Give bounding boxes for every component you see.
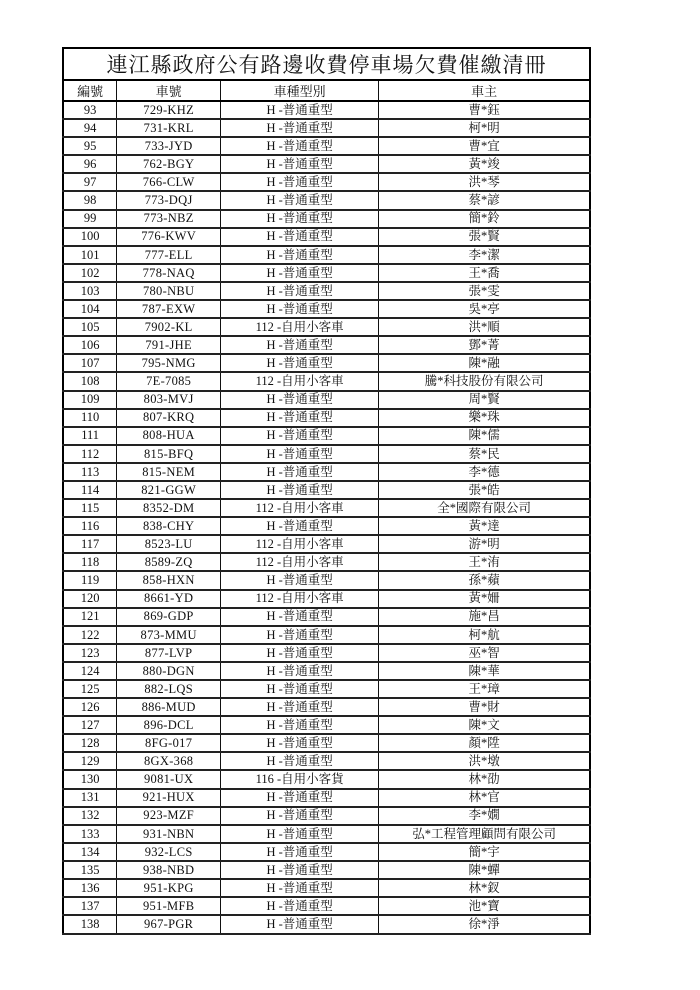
table-row [63, 571, 590, 589]
table-row [63, 861, 590, 879]
row-number-cell: 100 [63, 228, 117, 246]
plate-cell: 8FG-017 [117, 734, 221, 752]
vehicle-type-cell: H -普通重型 [221, 173, 379, 191]
table-row [63, 372, 590, 390]
owner-cell: 池*寶 [379, 897, 590, 915]
plate-cell: 766-CLW [117, 173, 221, 191]
table-row [63, 282, 590, 300]
vehicle-type-cell: H -普通重型 [221, 119, 379, 137]
row-number-cell: 122 [63, 626, 117, 644]
table-row [63, 590, 590, 608]
owner-cell: 黃*姍 [379, 590, 590, 608]
vehicle-type-cell: H -普通重型 [221, 716, 379, 734]
table-row [63, 499, 590, 517]
table-row [63, 698, 590, 716]
row-number-cell: 133 [63, 825, 117, 843]
owner-cell: 游*明 [379, 535, 590, 553]
owner-cell: 陳*文 [379, 716, 590, 734]
row-number-cell: 99 [63, 210, 117, 228]
owner-cell: 張*皓 [379, 481, 590, 499]
table-row [63, 644, 590, 662]
col-header-type: 車種型別 [221, 80, 379, 101]
plate-cell: 838-CHY [117, 517, 221, 535]
owner-cell: 顏*陞 [379, 734, 590, 752]
table-row [63, 101, 590, 119]
table-row [63, 879, 590, 897]
vehicle-type-cell: H -普通重型 [221, 463, 379, 481]
vehicle-type-cell: H -普通重型 [221, 264, 379, 282]
owner-cell: 洪*墩 [379, 752, 590, 770]
plate-cell: 7902-KL [117, 318, 221, 336]
vehicle-type-cell: H -普通重型 [221, 861, 379, 879]
owner-cell: 黃*達 [379, 517, 590, 535]
owner-cell: 洪*順 [379, 318, 590, 336]
table-row [63, 155, 590, 173]
row-number-cell: 114 [63, 481, 117, 499]
vehicle-type-cell: H -普通重型 [221, 879, 379, 897]
row-number-cell: 132 [63, 807, 117, 825]
vehicle-type-cell: H -普通重型 [221, 137, 379, 155]
table-row [63, 716, 590, 734]
vehicle-type-cell: H -普通重型 [221, 734, 379, 752]
row-number-cell: 109 [63, 391, 117, 409]
row-number-cell: 98 [63, 191, 117, 209]
plate-cell: 921-HUX [117, 789, 221, 807]
owner-cell: 張*賢 [379, 228, 590, 246]
table-row [63, 391, 590, 409]
vehicle-type-cell: H -普通重型 [221, 427, 379, 445]
row-number-cell: 101 [63, 246, 117, 264]
plate-cell: 886-MUD [117, 698, 221, 716]
row-number-cell: 118 [63, 553, 117, 571]
plate-cell: 858-HXN [117, 571, 221, 589]
vehicle-type-cell: H -普通重型 [221, 336, 379, 354]
table-row [63, 915, 590, 934]
vehicle-type-cell: H -普通重型 [221, 897, 379, 915]
vehicle-type-cell: H -普通重型 [221, 191, 379, 209]
table-row [63, 191, 590, 209]
row-number-cell: 117 [63, 535, 117, 553]
vehicle-type-cell: H -普通重型 [221, 228, 379, 246]
table-row [63, 427, 590, 445]
row-number-cell: 97 [63, 173, 117, 191]
row-number-cell: 134 [63, 843, 117, 861]
table-row [63, 173, 590, 191]
row-number-cell: 105 [63, 318, 117, 336]
owner-cell: 全*國際有限公司 [379, 499, 590, 517]
owner-cell: 孫*蘋 [379, 571, 590, 589]
owner-cell: 洪*琴 [379, 173, 590, 191]
vehicle-type-cell: H -普通重型 [221, 608, 379, 626]
owner-cell: 弘*工程管理顧問有限公司 [379, 825, 590, 843]
owner-cell: 李*德 [379, 463, 590, 481]
row-number-cell: 137 [63, 897, 117, 915]
title-row [63, 48, 590, 80]
vehicle-type-cell: 112 -自用小客車 [221, 535, 379, 553]
vehicle-type-cell: H -普通重型 [221, 644, 379, 662]
owner-cell: 施*昌 [379, 608, 590, 626]
plate-cell: 8661-YD [117, 590, 221, 608]
vehicle-type-cell: H -普通重型 [221, 752, 379, 770]
table-row [63, 807, 590, 825]
table-row [63, 246, 590, 264]
plate-cell: 729-KHZ [117, 101, 221, 119]
owner-cell: 王*喬 [379, 264, 590, 282]
plate-cell: 951-KPG [117, 879, 221, 897]
row-number-cell: 108 [63, 372, 117, 390]
table-row [63, 553, 590, 571]
table-row [63, 843, 590, 861]
row-number-cell: 103 [63, 282, 117, 300]
row-number-cell: 93 [63, 101, 117, 119]
table-row [63, 680, 590, 698]
owner-cell: 樂*珠 [379, 409, 590, 427]
plate-cell: 807-KRQ [117, 409, 221, 427]
vehicle-type-cell: H -普通重型 [221, 698, 379, 716]
row-number-cell: 111 [63, 427, 117, 445]
row-number-cell: 120 [63, 590, 117, 608]
row-number-cell: 121 [63, 608, 117, 626]
row-number-cell: 124 [63, 662, 117, 680]
vehicle-type-cell: 112 -自用小客車 [221, 499, 379, 517]
vehicle-type-cell: H -普通重型 [221, 391, 379, 409]
row-number-cell: 94 [63, 119, 117, 137]
owner-cell: 簡*鈴 [379, 210, 590, 228]
row-number-cell: 127 [63, 716, 117, 734]
table-row [63, 264, 590, 282]
plate-cell: 791-JHE [117, 336, 221, 354]
plate-cell: 9081-UX [117, 770, 221, 788]
table-row [63, 626, 590, 644]
plate-cell: 932-LCS [117, 843, 221, 861]
row-number-cell: 115 [63, 499, 117, 517]
plate-cell: 815-NEM [117, 463, 221, 481]
vehicle-type-cell: H -普通重型 [221, 680, 379, 698]
owner-cell: 柯*明 [379, 119, 590, 137]
row-number-cell: 136 [63, 879, 117, 897]
row-number-cell: 110 [63, 409, 117, 427]
plate-cell: 773-NBZ [117, 210, 221, 228]
owner-cell: 李*潔 [379, 246, 590, 264]
owner-cell: 林*官 [379, 789, 590, 807]
row-number-cell: 135 [63, 861, 117, 879]
owner-cell: 王*洧 [379, 553, 590, 571]
owner-cell: 陳*融 [379, 354, 590, 372]
row-number-cell: 112 [63, 445, 117, 463]
plate-cell: 776-KWV [117, 228, 221, 246]
owner-cell: 林*劭 [379, 770, 590, 788]
row-number-cell: 95 [63, 137, 117, 155]
row-number-cell: 138 [63, 915, 117, 934]
vehicle-type-cell: H -普通重型 [221, 825, 379, 843]
vehicle-type-cell: H -普通重型 [221, 246, 379, 264]
table-row [63, 228, 590, 246]
plate-cell: 880-DGN [117, 662, 221, 680]
owner-cell: 陳*華 [379, 662, 590, 680]
plate-cell: 773-DQJ [117, 191, 221, 209]
owner-cell: 周*賢 [379, 391, 590, 409]
row-number-cell: 106 [63, 336, 117, 354]
owner-cell: 曹*鈺 [379, 101, 590, 119]
plate-cell: 815-BFQ [117, 445, 221, 463]
plate-cell: 923-MZF [117, 807, 221, 825]
vehicle-type-cell: H -普通重型 [221, 282, 379, 300]
owner-cell: 李*嫺 [379, 807, 590, 825]
page-title: 連江縣政府公有路邊收費停車場欠費催繳清冊 [63, 48, 590, 80]
table-row [63, 789, 590, 807]
col-header-plate: 車號 [117, 80, 221, 101]
row-number-cell: 116 [63, 517, 117, 535]
owner-cell: 柯*航 [379, 626, 590, 644]
plate-cell: 733-JYD [117, 137, 221, 155]
owner-cell: 張*雯 [379, 282, 590, 300]
table-row [63, 752, 590, 770]
owner-cell: 黃*竣 [379, 155, 590, 173]
vehicle-type-cell: H -普通重型 [221, 300, 379, 318]
row-number-cell: 113 [63, 463, 117, 481]
vehicle-type-cell: H -普通重型 [221, 626, 379, 644]
owner-cell: 鄧*菁 [379, 336, 590, 354]
table-row [63, 770, 590, 788]
owner-cell: 王*璋 [379, 680, 590, 698]
table-row [63, 463, 590, 481]
vehicle-type-cell: H -普通重型 [221, 354, 379, 372]
plate-cell: 795-NMG [117, 354, 221, 372]
table-row [63, 137, 590, 155]
plate-cell: 808-HUA [117, 427, 221, 445]
owner-cell: 簡*宇 [379, 843, 590, 861]
arrears-table [62, 47, 591, 935]
plate-cell: 938-NBD [117, 861, 221, 879]
plate-cell: 803-MVJ [117, 391, 221, 409]
owner-cell: 陳*蟬 [379, 861, 590, 879]
table-row [63, 210, 590, 228]
row-number-cell: 123 [63, 644, 117, 662]
plate-cell: 8352-DM [117, 499, 221, 517]
plate-cell: 777-ELL [117, 246, 221, 264]
row-number-cell: 107 [63, 354, 117, 372]
vehicle-type-cell: H -普通重型 [221, 445, 379, 463]
table-row [63, 662, 590, 680]
owner-cell: 林*釵 [379, 879, 590, 897]
plate-cell: 778-NAQ [117, 264, 221, 282]
table-row [63, 897, 590, 915]
table-row [63, 445, 590, 463]
owner-cell: 徐*淨 [379, 915, 590, 934]
vehicle-type-cell: H -普通重型 [221, 789, 379, 807]
row-number-cell: 125 [63, 680, 117, 698]
plate-cell: 873-MMU [117, 626, 221, 644]
owner-cell: 騰*科技股份有限公司 [379, 372, 590, 390]
vehicle-type-cell: H -普通重型 [221, 662, 379, 680]
owner-cell: 曹*宜 [379, 137, 590, 155]
table-row [63, 119, 590, 137]
table-row [63, 354, 590, 372]
plate-cell: 967-PGR [117, 915, 221, 934]
col-header-no: 編號 [63, 80, 117, 101]
vehicle-type-cell: 112 -自用小客車 [221, 372, 379, 390]
row-number-cell: 102 [63, 264, 117, 282]
plate-cell: 8523-LU [117, 535, 221, 553]
table-row [63, 517, 590, 535]
vehicle-type-cell: H -普通重型 [221, 101, 379, 119]
vehicle-type-cell: H -普通重型 [221, 807, 379, 825]
plate-cell: 951-MFB [117, 897, 221, 915]
table-row [63, 300, 590, 318]
owner-cell: 蔡*民 [379, 445, 590, 463]
table-body [63, 101, 590, 934]
row-number-cell: 131 [63, 789, 117, 807]
plate-cell: 869-GDP [117, 608, 221, 626]
plate-cell: 8589-ZQ [117, 553, 221, 571]
owner-cell: 吳*亭 [379, 300, 590, 318]
vehicle-type-cell: H -普通重型 [221, 210, 379, 228]
owner-cell: 曹*財 [379, 698, 590, 716]
plate-cell: 931-NBN [117, 825, 221, 843]
plate-cell: 882-LQS [117, 680, 221, 698]
row-number-cell: 126 [63, 698, 117, 716]
owner-cell: 蔡*諺 [379, 191, 590, 209]
row-number-cell: 128 [63, 734, 117, 752]
vehicle-type-cell: H -普通重型 [221, 915, 379, 934]
vehicle-type-cell: H -普通重型 [221, 517, 379, 535]
table-row [63, 336, 590, 354]
table-row [63, 734, 590, 752]
owner-cell: 巫*智 [379, 644, 590, 662]
plate-cell: 787-EXW [117, 300, 221, 318]
vehicle-type-cell: H -普通重型 [221, 843, 379, 861]
row-number-cell: 130 [63, 770, 117, 788]
row-number-cell: 119 [63, 571, 117, 589]
plate-cell: 7E-7085 [117, 372, 221, 390]
header-row [63, 80, 590, 101]
vehicle-type-cell: 112 -自用小客車 [221, 318, 379, 336]
table-row [63, 825, 590, 843]
table-row [63, 535, 590, 553]
plate-cell: 821-GGW [117, 481, 221, 499]
owner-cell: 陳*儒 [379, 427, 590, 445]
row-number-cell: 96 [63, 155, 117, 173]
row-number-cell: 104 [63, 300, 117, 318]
plate-cell: 8GX-368 [117, 752, 221, 770]
vehicle-type-cell: H -普通重型 [221, 155, 379, 173]
table-row [63, 318, 590, 336]
plate-cell: 731-KRL [117, 119, 221, 137]
plate-cell: 896-DCL [117, 716, 221, 734]
col-header-owner: 車主 [379, 80, 590, 101]
vehicle-type-cell: 112 -自用小客車 [221, 590, 379, 608]
table-row [63, 608, 590, 626]
plate-cell: 780-NBU [117, 282, 221, 300]
plate-cell: 877-LVP [117, 644, 221, 662]
table-row [63, 481, 590, 499]
plate-cell: 762-BGY [117, 155, 221, 173]
vehicle-type-cell: 116 -自用小客貨 [221, 770, 379, 788]
vehicle-type-cell: H -普通重型 [221, 481, 379, 499]
vehicle-type-cell: 112 -自用小客車 [221, 553, 379, 571]
table-row [63, 409, 590, 427]
vehicle-type-cell: H -普通重型 [221, 571, 379, 589]
row-number-cell: 129 [63, 752, 117, 770]
vehicle-type-cell: H -普通重型 [221, 409, 379, 427]
